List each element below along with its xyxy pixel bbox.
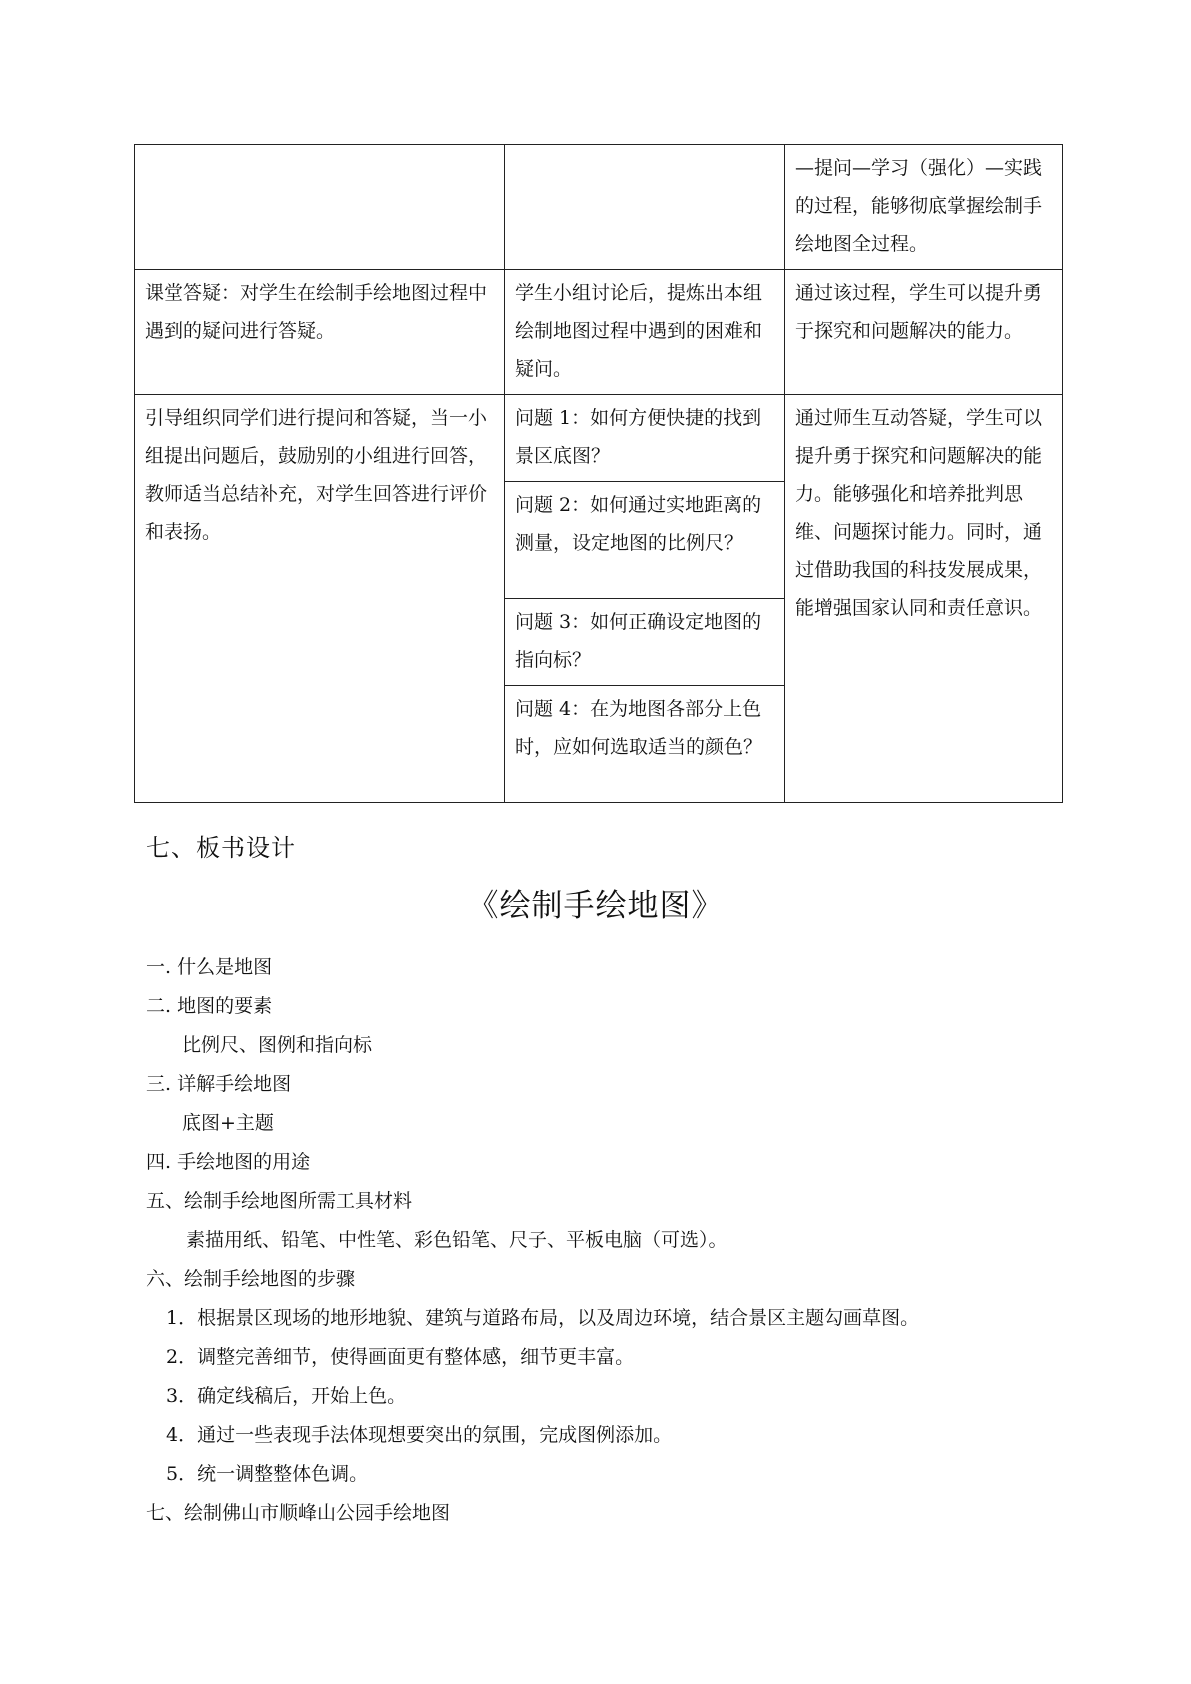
question-cell: 问题 3：如何正确设定地图的指向标？ [505, 599, 785, 686]
teacher-activity-cell: 引导组织同学们进行提问和答疑，当一小组提出问题后，鼓励别的小组进行回答，教师适当总结补充，对学生回答进行评价和表扬。 [135, 395, 505, 803]
student-activity-cell [505, 145, 785, 270]
table-row [135, 395, 1063, 482]
outline-step: 5．统一调整整体色调。 [166, 1463, 369, 1485]
outline-item: 二. 地图的要素 [146, 995, 273, 1017]
outline-item: 四. 手绘地图的用途 [146, 1151, 311, 1173]
outline-subitem: 比例尺、图例和指向标 [182, 1034, 373, 1056]
design-intent-cell: —提问—学习（强化）—实践的过程，能够彻底掌握绘制手绘地图全过程。 [785, 145, 1063, 270]
outline-item: 七、绘制佛山市顺峰山公园手绘地图 [146, 1502, 451, 1524]
outline-step: 2．调整完善细节，使得画面更有整体感，细节更丰富。 [166, 1346, 635, 1368]
outline-subitem: 底图+主题 [182, 1112, 274, 1134]
outline-item: 六、绘制手绘地图的步骤 [146, 1268, 356, 1290]
board-title: 《绘制手绘地图》 [467, 888, 724, 924]
teacher-activity-cell: 课堂答疑：对学生在绘制手绘地图过程中遇到的疑问进行答疑。 [135, 270, 505, 395]
lesson-plan-table [134, 144, 1063, 803]
table-row [135, 270, 1063, 395]
outline-item: 五、绘制手绘地图所需工具材料 [146, 1190, 413, 1212]
board-outline [146, 948, 919, 1533]
question-cell: 问题 2：如何通过实地距离的测量，设定地图的比例尺？ [505, 482, 785, 599]
outline-step: 4．通过一些表现手法体现想要突出的氛围，完成图例添加。 [166, 1424, 673, 1446]
student-activity-cell: 学生小组讨论后，提炼出本组绘制地图过程中遇到的困难和疑问。 [505, 270, 785, 395]
outline-step: 1．根据景区现场的地形地貌、建筑与道路布局，以及周边环境，结合景区主题勾画草图。 [166, 1307, 920, 1329]
teacher-activity-cell [135, 145, 505, 270]
design-intent-cell: 通过师生互动答疑，学生可以提升勇于探究和问题解决的能力。能够强化和培养批判思维、问题探讨能力。同时，通过借助我国的科技发展成果，能增强国家认同和责任意识。 [785, 395, 1063, 803]
section-heading: 七、板书设计 [146, 834, 296, 862]
outline-item: 三. 详解手绘地图 [146, 1073, 292, 1095]
table-row [135, 145, 1063, 270]
outline-step: 3．确定线稿后，开始上色。 [166, 1385, 407, 1407]
question-cell: 问题 4：在为地图各部分上色时，应如何选取适当的颜色？ [505, 686, 785, 803]
outline-subitem: 素描用纸、铅笔、中性笔、彩色铅笔、尺子、平板电脑（可选）。 [186, 1229, 728, 1251]
design-intent-cell: 通过该过程，学生可以提升勇于探究和问题解决的能力。 [785, 270, 1063, 395]
outline-item: 一. 什么是地图 [146, 956, 273, 978]
question-cell: 问题 1：如何方便快捷的找到景区底图？ [505, 395, 785, 482]
